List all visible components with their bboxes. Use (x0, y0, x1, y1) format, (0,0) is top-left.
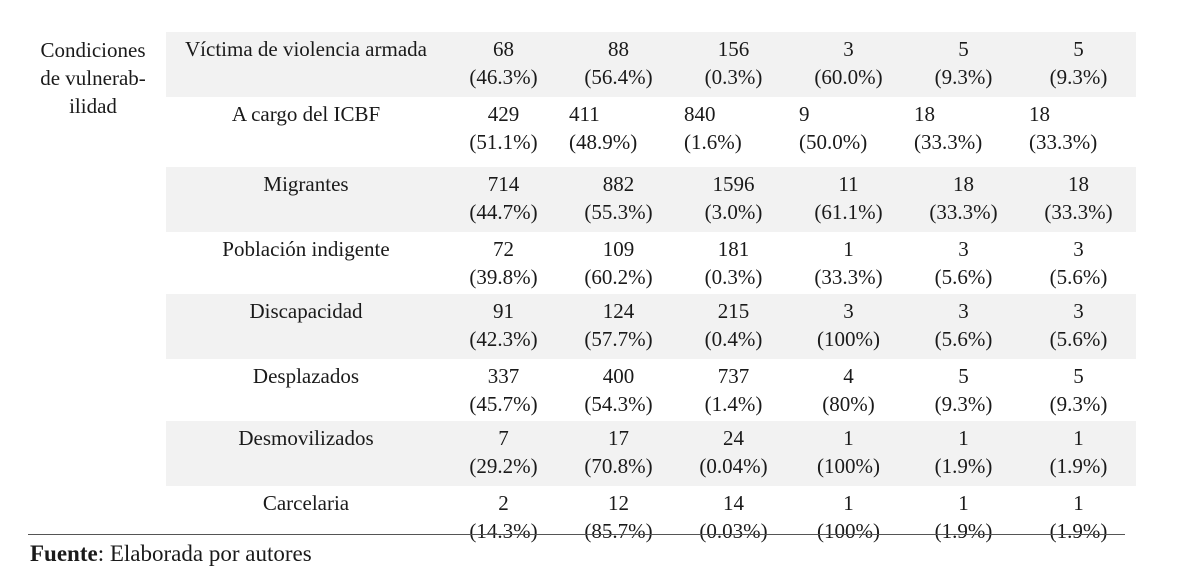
cell-percent: (39.8%) (469, 265, 538, 289)
table-row (166, 421, 1136, 486)
cell-count: 215 (717, 299, 750, 323)
cell-percent: (56.4%) (584, 65, 653, 89)
table-cell (1021, 421, 1136, 486)
table-cell (791, 232, 906, 294)
table-cell (791, 359, 906, 421)
cell-percent: (1.9%) (934, 454, 993, 478)
cell-percent: (1.9%) (1049, 454, 1108, 478)
row-label: Carcelaria (262, 491, 350, 515)
cell-percent: (54.3%) (584, 392, 653, 416)
cell-count: 5 (1073, 364, 1084, 388)
row-label: A cargo del ICBF (231, 102, 381, 126)
cell-percent: (45.7%) (469, 392, 538, 416)
cell-percent: (3.0%) (704, 200, 763, 224)
table-cell (1021, 486, 1136, 548)
table-cell (906, 232, 1021, 294)
table-cell (561, 486, 676, 548)
cell-count: 68 (493, 37, 514, 61)
cell-percent: (42.3%) (469, 327, 538, 351)
cell-count: 3 (1073, 299, 1084, 323)
cell-count: 17 (608, 426, 629, 450)
source-note (30, 538, 312, 570)
cell-percent: (9.3%) (934, 65, 993, 89)
table-cell (561, 421, 676, 486)
cell-percent: (9.3%) (934, 392, 993, 416)
cell-percent: (0.03%) (699, 519, 768, 543)
table-cell (561, 32, 676, 97)
cell-percent: (14.3%) (469, 519, 538, 543)
table-row (166, 294, 1136, 359)
table-cell (1021, 32, 1136, 97)
table-cell (906, 359, 1021, 421)
cell-count: 24 (723, 426, 744, 450)
table-cell (1021, 97, 1136, 167)
row-label: Desmovilizados (166, 421, 446, 486)
cell-count: 3 (958, 299, 969, 323)
table-cell (676, 167, 791, 232)
table-cell (561, 232, 676, 294)
cell-percent: (33.3%) (914, 130, 983, 154)
row-label: Discapacidad (166, 294, 446, 359)
table-cell (906, 167, 1021, 232)
cell-count: 5 (958, 37, 969, 61)
cell-percent: (33.3%) (929, 200, 998, 224)
cell-percent: (5.6%) (934, 327, 993, 351)
cell-percent: (60.0%) (814, 65, 883, 89)
table-cell (561, 294, 676, 359)
cell-count: 72 (493, 237, 514, 261)
cell-percent: (33.3%) (1029, 130, 1098, 154)
cell-count: 12 (608, 491, 629, 515)
cell-count: 18 (1068, 172, 1089, 196)
cell-percent: (61.1%) (814, 200, 883, 224)
table-cell (446, 32, 561, 97)
cell-count: 18 (953, 172, 974, 196)
cell-count: 5 (958, 364, 969, 388)
cell-percent: (44.7%) (469, 200, 538, 224)
cell-percent: (85.7%) (584, 519, 653, 543)
table-cell (791, 486, 906, 548)
cell-count: 3 (843, 37, 854, 61)
table-cell (676, 232, 791, 294)
table-cell (1021, 167, 1136, 232)
table-cell (906, 421, 1021, 486)
cell-count: 9 (799, 102, 810, 126)
table-cell (791, 32, 906, 97)
table-cell (906, 486, 1021, 548)
cell-percent: (5.6%) (934, 265, 993, 289)
cell-count: 7 (498, 426, 509, 450)
row-label: Víctima de violencia armada (166, 32, 446, 97)
row-group-label-line: Condiciones (40, 38, 146, 62)
table-cell (446, 359, 561, 421)
table-cell (446, 294, 561, 359)
table-row (166, 97, 1136, 167)
cell-count: 18 (914, 102, 935, 126)
cell-count: 156 (717, 37, 750, 61)
cell-count: 400 (602, 364, 635, 388)
table-cell (561, 97, 676, 167)
vulnerability-table (166, 32, 1136, 548)
table-cell (791, 421, 906, 486)
table-cell (446, 167, 561, 232)
cell-count: 5 (1073, 37, 1084, 61)
row-label: Migrantes (166, 167, 446, 232)
cell-percent: (9.3%) (1049, 392, 1108, 416)
cell-percent: (60.2%) (584, 265, 653, 289)
cell-percent: (57.7%) (584, 327, 653, 351)
source-text: : Elaborada por autores (97, 541, 312, 566)
cell-count: 737 (717, 364, 750, 388)
cell-percent: (51.1%) (469, 130, 538, 154)
table-cell (446, 421, 561, 486)
cell-percent: (100%) (817, 519, 880, 543)
cell-percent: (70.8%) (584, 454, 653, 478)
cell-percent: (46.3%) (469, 65, 538, 89)
cell-count: 1 (1073, 491, 1084, 515)
cell-count: 337 (487, 364, 520, 388)
table-cell (676, 486, 791, 548)
table-bottom-rule (28, 534, 1125, 535)
cell-count: 91 (493, 299, 514, 323)
cell-percent: (0.4%) (704, 327, 763, 351)
table-cell (561, 359, 676, 421)
cell-count: 429 (487, 102, 520, 126)
cell-percent: (33.3%) (814, 265, 883, 289)
cell-percent: (5.6%) (1049, 265, 1108, 289)
table-cell (676, 421, 791, 486)
table-cell (676, 32, 791, 97)
cell-percent: (5.6%) (1049, 327, 1108, 351)
cell-percent: (1.4%) (704, 392, 763, 416)
table-row (166, 359, 1136, 421)
cell-percent: (100%) (817, 327, 880, 351)
table-row (166, 32, 1136, 97)
table-cell (906, 97, 1021, 167)
cell-count: 840 (684, 102, 716, 126)
cell-percent: (9.3%) (1049, 65, 1108, 89)
cell-percent: (1.6%) (684, 130, 742, 154)
table-cell (791, 294, 906, 359)
cell-count: 4 (843, 364, 854, 388)
row-label: Población indigente (222, 237, 390, 261)
cell-percent: (0.3%) (704, 65, 763, 89)
cell-count: 1 (958, 491, 969, 515)
table-cell (1021, 294, 1136, 359)
table-cell (676, 97, 791, 167)
table-cell (1021, 232, 1136, 294)
table-cell (906, 294, 1021, 359)
cell-count: 18 (1029, 102, 1050, 126)
cell-count: 1 (843, 491, 854, 515)
cell-percent: (0.3%) (704, 265, 763, 289)
row-group-label-line: ilidad (69, 94, 117, 118)
cell-count: 2 (498, 491, 509, 515)
cell-count: 88 (608, 37, 629, 61)
cell-count: 3 (843, 299, 854, 323)
cell-count: 1 (1073, 426, 1084, 450)
cell-count: 882 (602, 172, 635, 196)
table-cell (791, 167, 906, 232)
cell-percent: (0.04%) (699, 454, 768, 478)
row-label: Desplazados (252, 364, 360, 388)
cell-count: 3 (1073, 237, 1084, 261)
row-group-label-line: de vulnerab- (40, 66, 146, 90)
cell-percent: (1.9%) (934, 519, 993, 543)
table-row (166, 167, 1136, 232)
table-row (166, 232, 1136, 294)
table-cell (446, 486, 561, 548)
table-cell (1021, 359, 1136, 421)
table-cell (676, 294, 791, 359)
cell-count: 411 (569, 102, 600, 126)
row-group-label (28, 36, 158, 120)
cell-count: 14 (723, 491, 744, 515)
cell-percent: (100%) (817, 454, 880, 478)
cell-percent: (50.0%) (799, 130, 868, 154)
cell-percent: (48.9%) (569, 130, 638, 154)
table-cell (446, 97, 561, 167)
cell-count: 1 (843, 426, 854, 450)
cell-percent: (55.3%) (584, 200, 653, 224)
cell-count: 124 (602, 299, 635, 323)
cell-percent: (29.2%) (469, 454, 538, 478)
cell-percent: (33.3%) (1044, 200, 1113, 224)
cell-count: 109 (602, 237, 635, 261)
cell-count: 3 (958, 237, 969, 261)
source-label: Fuente (30, 541, 98, 566)
cell-count: 11 (838, 172, 859, 196)
cell-count: 714 (487, 172, 520, 196)
table-cell (446, 232, 561, 294)
cell-count: 1 (843, 237, 854, 261)
table-cell (906, 32, 1021, 97)
cell-percent: (80%) (822, 392, 875, 416)
table-cell (791, 97, 906, 167)
table-cell (561, 167, 676, 232)
table-body (166, 32, 1136, 548)
cell-count: 181 (717, 237, 750, 261)
cell-count: 1596 (712, 172, 755, 196)
cell-percent: (1.9%) (1049, 519, 1108, 543)
table-cell (676, 359, 791, 421)
cell-count: 1 (958, 426, 969, 450)
